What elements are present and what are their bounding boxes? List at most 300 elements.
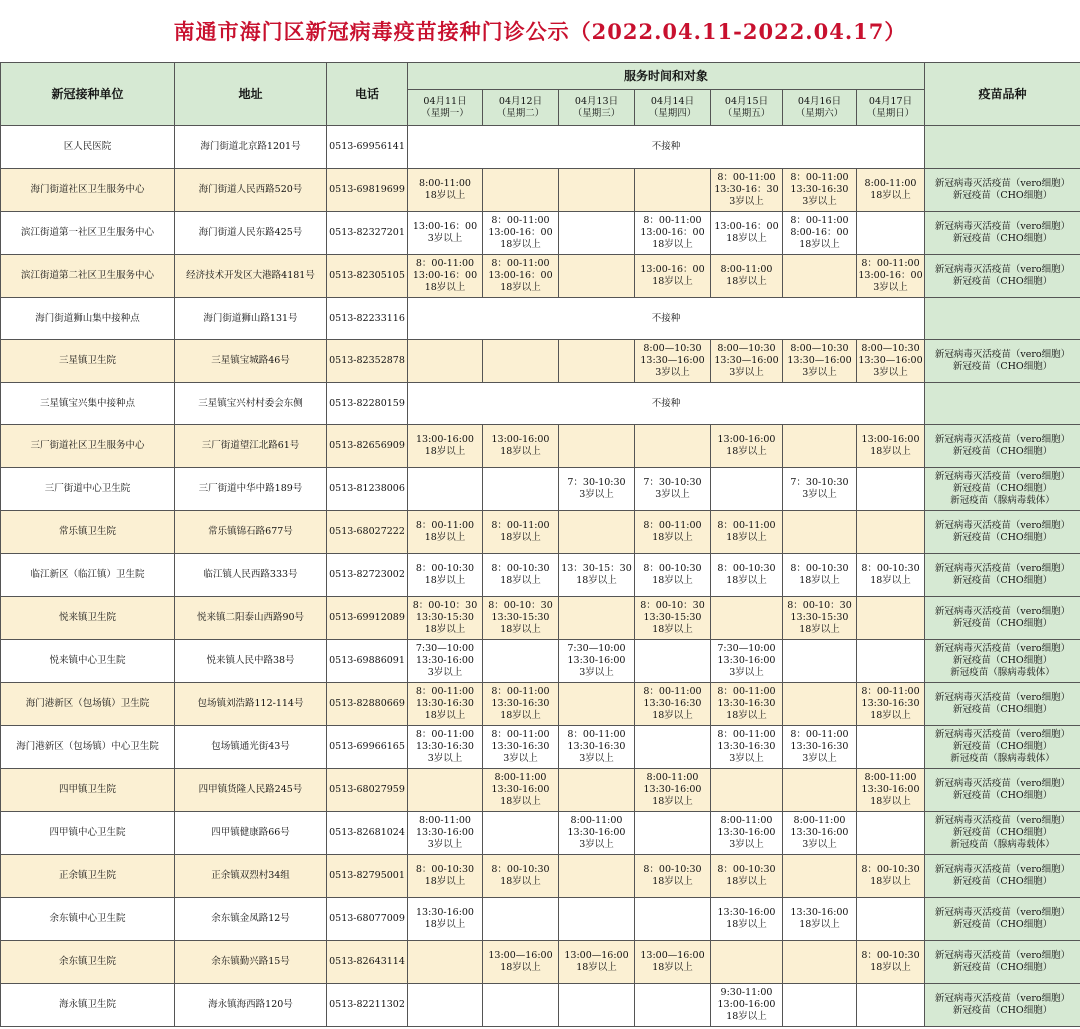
schedule-cell [559, 769, 635, 812]
schedule-cell-text: 8:00-11:00 13:30-16:00 18岁以上 [491, 772, 550, 807]
address-cell-text: 海永镇海西路120号 [208, 999, 293, 1010]
schedule-cell-text: 8：00-11:00 13:30-16:30 3岁以上 [415, 729, 475, 764]
schedule-cell [711, 984, 783, 1027]
schedule-cell [635, 941, 711, 984]
schedule-cell [711, 597, 783, 640]
schedule-cell [711, 212, 783, 255]
schedule-cell-text: 8：00-11:00 13:30-16:30 3岁以上 [790, 729, 849, 764]
address-cell [175, 554, 327, 597]
schedule-cell-text: 7：30-10:30 3岁以上 [790, 477, 849, 500]
unit-cell [1, 984, 175, 1027]
address-cell [175, 898, 327, 941]
phone-cell-text: 0513-68077009 [329, 913, 405, 924]
header-day [711, 90, 783, 126]
schedule-cell [559, 597, 635, 640]
vaccine-cell [925, 640, 1080, 683]
vaccine-cell [925, 726, 1080, 769]
schedule-cell-text: 13：30-15：30 18岁以上 [561, 563, 632, 586]
schedule-cell [408, 212, 483, 255]
schedule-cell-text: 8：00-11:00 13:30-16:30 3岁以上 [717, 729, 776, 764]
vaccine-cell [925, 898, 1080, 941]
schedule-cell [711, 425, 783, 468]
schedule-cell-text: 8：00-11:00 13:30-16:30 18岁以上 [491, 686, 550, 721]
unit-cell-text: 三厂街道中心卫生院 [44, 483, 131, 494]
schedule-cell [408, 898, 483, 941]
header-day-date: 04月13日 [574, 95, 619, 107]
schedule-cell [711, 769, 783, 812]
table-row [1, 169, 1080, 212]
table-row [1, 212, 1080, 255]
schedule-cell-text: 8：00-11:00 13:30-16:30 18岁以上 [415, 686, 475, 721]
schedule-cell [559, 812, 635, 855]
vaccine-cell-text: 新冠病毒灭活疫苗（vero细胞） 新冠疫苗（CHO细胞） [934, 349, 1071, 372]
schedule-cell [783, 511, 857, 554]
schedule-cell [408, 554, 483, 597]
address-cell [175, 383, 327, 425]
address-cell-text: 正余镇双烈村34组 [211, 870, 290, 881]
schedule-cell-text: 8：00-10：30 13:30-15:30 18岁以上 [412, 600, 478, 635]
schedule-cell-text: 8：00-10：30 13:30-15:30 18岁以上 [640, 600, 705, 635]
schedule-cell [857, 855, 925, 898]
table-row [1, 383, 1080, 425]
schedule-cell [857, 212, 925, 255]
schedule-cell-text: 8：00-10:30 18岁以上 [415, 563, 475, 586]
schedule-cell-text: 8：00-11:00 18岁以上 [491, 520, 550, 543]
unit-cell-text: 海门港新区（包场镇）中心卫生院 [16, 741, 159, 752]
unit-cell [1, 511, 175, 554]
phone-cell-text: 0513-82795001 [329, 870, 405, 881]
schedule-cell [635, 425, 711, 468]
phone-cell-text: 0513-69956141 [329, 141, 405, 152]
schedule-cell-text: 8：00-11:00 13:30-16:30 3岁以上 [491, 729, 550, 764]
schedule-cell-text: 8：00-11:00 13:00-16：00 18岁以上 [412, 258, 478, 293]
schedule-cell-text: 13:00—16:00 18岁以上 [488, 950, 553, 973]
vaccine-cell [925, 812, 1080, 855]
unit-cell-text: 悦来镇中心卫生院 [49, 655, 126, 666]
schedule-cell [559, 726, 635, 769]
schedule-cell-text: 8:00—10:30 13:30—16:00 3岁以上 [640, 343, 705, 378]
address-cell-text: 海门街道北京路1201号 [200, 141, 301, 152]
schedule-cell [783, 554, 857, 597]
schedule-cell [559, 898, 635, 941]
header-address: 地址 [175, 63, 327, 126]
table-row [1, 769, 1080, 812]
schedule-cell [857, 169, 925, 212]
schedule-cell [483, 683, 559, 726]
schedule-cell [711, 169, 783, 212]
table-row [1, 640, 1080, 683]
header-day [783, 90, 857, 126]
address-cell [175, 298, 327, 340]
header-vaccine: 疫苗品种 [925, 63, 1080, 126]
vaccine-cell-text: 新冠病毒灭活疫苗（vero细胞） 新冠疫苗（CHO细胞） [934, 563, 1071, 586]
schedule-cell [483, 726, 559, 769]
schedule-cell-text: 8：00-11:00 13:30-16:30 3岁以上 [567, 729, 626, 764]
schedule-cell-text: 8：00-11:00 13:30-16:30 3岁以上 [790, 172, 849, 207]
schedule-cell-text: 13:00-16：00 18岁以上 [714, 221, 779, 244]
header-day [635, 90, 711, 126]
schedule-cell [857, 597, 925, 640]
schedule-cell-text: 8：00-10:30 18岁以上 [717, 563, 776, 586]
unit-cell [1, 169, 175, 212]
address-cell-text: 海门街道人民东路425号 [198, 227, 303, 238]
vaccine-cell [925, 126, 1080, 169]
header-unit: 新冠接种单位 [1, 63, 175, 126]
schedule-cell-text: 8：00-10:30 18岁以上 [491, 864, 550, 887]
schedule-cell-text: 8：00-11:00 13:00-16：00 18岁以上 [488, 258, 553, 293]
schedule-cell-text: 8：00-11:00 18岁以上 [643, 520, 702, 543]
address-cell-text: 三星镇宝城路46号 [211, 355, 290, 366]
address-cell [175, 812, 327, 855]
header-day-weekday: （星期六） [795, 107, 844, 119]
table-row [1, 468, 1080, 511]
address-cell [175, 855, 327, 898]
phone-cell-text: 0513-69912089 [329, 612, 405, 623]
schedule-cell-text: 8：00-11:00 13:00-16：00 18岁以上 [640, 215, 705, 250]
header-day-weekday: （星期三） [572, 107, 621, 119]
address-cell-text: 悦来镇二阳泰山西路90号 [196, 612, 305, 623]
unit-cell [1, 468, 175, 511]
phone-cell-text: 0513-68027222 [329, 526, 405, 537]
vaccine-cell-text: 新冠病毒灭活疫苗（vero细胞） 新冠疫苗（CHO细胞） [934, 606, 1071, 629]
schedule-cell [711, 812, 783, 855]
schedule-cell [408, 468, 483, 511]
table-row [1, 855, 1080, 898]
table-row [1, 726, 1080, 769]
header-phone: 电话 [327, 63, 408, 126]
schedule-cell [408, 683, 483, 726]
schedule-cell [857, 511, 925, 554]
address-cell-text: 临江镇人民西路333号 [203, 569, 298, 580]
schedule-cell-text: 7：30-10:30 3岁以上 [643, 477, 702, 500]
schedule-cell-text: 13:00—16:00 18岁以上 [564, 950, 629, 973]
schedule-cell [783, 425, 857, 468]
address-cell-text: 海门街道人民西路520号 [198, 184, 303, 195]
vaccine-cell [925, 941, 1080, 984]
schedule-cell-text: 8：00-11:00 18岁以上 [717, 520, 776, 543]
schedule-cell [635, 597, 711, 640]
vaccine-cell [925, 169, 1080, 212]
phone-cell-text: 0513-82643114 [329, 956, 405, 967]
schedule-cell [857, 340, 925, 383]
schedule-cell-text: 8：00-10:30 18岁以上 [643, 864, 702, 887]
address-cell [175, 941, 327, 984]
address-cell [175, 212, 327, 255]
schedule-cell [857, 769, 925, 812]
header-day-date: 04月17日 [868, 95, 913, 107]
vaccine-cell-text: 新冠病毒灭活疫苗（vero细胞） 新冠疫苗（CHO细胞） [934, 950, 1071, 973]
schedule-cell [483, 898, 559, 941]
schedule-cell [483, 255, 559, 298]
vaccine-cell [925, 597, 1080, 640]
address-cell [175, 169, 327, 212]
schedule-cell-text: 8：00-11:00 13:30-16:30 18岁以上 [717, 686, 776, 721]
schedule-cell [483, 554, 559, 597]
schedule-cell-text: 8：00-11:00 18岁以上 [415, 520, 475, 543]
phone-cell [327, 383, 408, 425]
table-row [1, 898, 1080, 941]
vaccine-cell [925, 212, 1080, 255]
schedule-cell-text: 8：00-11:00 8:00-16：00 18岁以上 [790, 215, 849, 250]
address-cell-text: 海门街道狮山路131号 [203, 312, 298, 324]
vaccine-cell [925, 298, 1080, 340]
schedule-cell-text: 8：00-11:00 13:00-16：00 3岁以上 [858, 258, 923, 293]
header-day-date: 04月15日 [724, 95, 769, 107]
schedule-cell [635, 212, 711, 255]
schedule-cell [711, 640, 783, 683]
unit-cell-text: 余东镇中心卫生院 [49, 913, 126, 924]
schedule-cell [783, 255, 857, 298]
phone-cell [327, 941, 408, 984]
phone-cell-text: 0513-69819699 [329, 184, 405, 195]
not-vaccinating-cell-text: 不接种 [651, 397, 681, 409]
unit-cell [1, 941, 175, 984]
address-cell [175, 425, 327, 468]
table-row [1, 812, 1080, 855]
schedule-cell [857, 425, 925, 468]
schedule-cell [559, 468, 635, 511]
schedule-cell [408, 340, 483, 383]
schedule-cell-text: 9:30-11:00 13:00-16:00 18岁以上 [717, 987, 776, 1022]
vaccine-cell [925, 554, 1080, 597]
unit-cell-text: 四甲镇卫生院 [58, 784, 116, 795]
phone-cell [327, 640, 408, 683]
schedule-cell [635, 769, 711, 812]
phone-cell [327, 169, 408, 212]
schedule-cell [408, 984, 483, 1027]
unit-cell [1, 425, 175, 468]
schedule-cell [559, 941, 635, 984]
schedule-cell [711, 726, 783, 769]
schedule-cell [635, 468, 711, 511]
unit-cell-text: 余东镇卫生院 [58, 956, 116, 967]
schedule-cell [408, 726, 483, 769]
schedule-cell [559, 169, 635, 212]
schedule-cell-text: 8：00-11:00 13:30-16：30 3岁以上 [714, 172, 779, 207]
phone-cell [327, 898, 408, 941]
schedule-cell [857, 726, 925, 769]
schedule-cell-text: 8:00-11:00 13:30-16:00 3岁以上 [790, 815, 849, 850]
vaccine-cell [925, 984, 1080, 1027]
schedule-cell [711, 941, 783, 984]
phone-cell [327, 212, 408, 255]
schedule-cell [483, 769, 559, 812]
schedule-cell [857, 941, 925, 984]
schedule-cell [783, 683, 857, 726]
vaccine-cell-text: 新冠病毒灭活疫苗（vero细胞） 新冠疫苗（CHO细胞） 新冠疫苗（腺病毒载体） [934, 471, 1071, 506]
header-day [408, 90, 483, 126]
schedule-cell-text: 13:00-16:00 18岁以上 [717, 434, 776, 457]
schedule-cell [783, 984, 857, 1027]
schedule-cell-text: 8:00-11:00 13:30-16:00 18岁以上 [861, 772, 920, 807]
schedule-cell [783, 640, 857, 683]
address-cell [175, 683, 327, 726]
schedule-cell-text: 8：00-10：30 13:30-15:30 18岁以上 [488, 600, 553, 635]
schedule-cell [635, 812, 711, 855]
schedule-cell [711, 855, 783, 898]
phone-cell [327, 468, 408, 511]
schedule-cell [559, 425, 635, 468]
address-cell [175, 769, 327, 812]
table-row [1, 425, 1080, 468]
phone-cell-text: 0513-81238006 [329, 483, 405, 494]
schedule-cell [483, 169, 559, 212]
page-title: 南通市海门区新冠病毒疫苗接种门诊公示（2022.04.11-2022.04.17） [173, 19, 907, 44]
table-row [1, 255, 1080, 298]
phone-cell [327, 298, 408, 340]
phone-cell [327, 683, 408, 726]
schedule-cell-text: 8：00-10：30 13:30-15:30 18岁以上 [787, 600, 852, 635]
schedule-cell [857, 683, 925, 726]
schedule-cell [857, 898, 925, 941]
schedule-cell-text: 8:00-11:00 13:30-16:00 3岁以上 [717, 815, 776, 850]
unit-cell-text: 三厂街道社区卫生服务中心 [30, 440, 145, 451]
address-cell [175, 255, 327, 298]
phone-cell-text: 0513-82233116 [329, 312, 405, 324]
schedule-cell [408, 769, 483, 812]
schedule-cell-text: 8：00-10:30 18岁以上 [643, 563, 702, 586]
schedule-cell-text: 8:00-11:00 18岁以上 [720, 264, 773, 287]
phone-cell-text: 0513-82681024 [329, 827, 405, 838]
schedule-cell-text: 8:00—10:30 13:30—16:00 3岁以上 [858, 343, 923, 378]
unit-cell [1, 126, 175, 169]
header-day-weekday: （星期五） [722, 107, 771, 119]
schedule-cell [483, 212, 559, 255]
schedule-cell [711, 511, 783, 554]
address-cell-text: 经济技术开发区大港路4181号 [186, 270, 315, 281]
unit-cell-text: 悦来镇卫生院 [58, 612, 116, 623]
table-row [1, 126, 1080, 169]
address-cell-text: 三厂街道中华中路189号 [198, 483, 303, 494]
vaccine-cell-text: 新冠病毒灭活疫苗（vero细胞） 新冠疫苗（CHO细胞） 新冠疫苗（腺病毒载体） [934, 815, 1071, 850]
phone-cell [327, 255, 408, 298]
vaccine-cell-text: 新冠病毒灭活疫苗（vero细胞） 新冠疫苗（CHO细胞） 新冠疫苗（腺病毒载体） [934, 729, 1071, 764]
phone-cell [327, 726, 408, 769]
header-day-weekday: （星期二） [496, 107, 545, 119]
unit-cell-text: 海门街道狮山集中接种点 [35, 312, 140, 324]
schedule-cell [483, 597, 559, 640]
schedule-cell-text: 13:00-16:00 18岁以上 [491, 434, 550, 457]
table-row [1, 511, 1080, 554]
schedule-cell-text: 13:00-16:00 18岁以上 [416, 434, 474, 457]
schedule-cell [783, 340, 857, 383]
schedule-cell [408, 511, 483, 554]
schedule-cell [483, 511, 559, 554]
header-service: 服务时间和对象 [408, 63, 925, 90]
phone-cell-text: 0513-82880669 [329, 698, 405, 709]
schedule-cell [559, 511, 635, 554]
vaccine-cell-text: 新冠病毒灭活疫苗（vero细胞） 新冠疫苗（CHO细胞） [934, 993, 1071, 1016]
schedule-cell [711, 468, 783, 511]
schedule-cell [711, 898, 783, 941]
vaccine-cell-text: 新冠病毒灭活疫苗（vero细胞） 新冠疫苗（CHO细胞） [934, 178, 1071, 201]
schedule-cell [783, 212, 857, 255]
address-cell-text: 悦来镇人民中路38号 [206, 655, 295, 666]
schedule-cell-text: 8：00-11:00 13:30-16:30 18岁以上 [861, 686, 920, 721]
vaccine-cell-text: 新冠病毒灭活疫苗（vero细胞） 新冠疫苗（CHO细胞） [934, 221, 1071, 244]
header-day-date: 04月11日 [423, 95, 467, 107]
schedule-cell [857, 984, 925, 1027]
header-day-weekday: （星期一） [421, 107, 469, 119]
unit-cell-text: 滨江街道第二社区卫生服务中心 [20, 270, 154, 281]
table-row [1, 683, 1080, 726]
unit-cell [1, 298, 175, 340]
address-cell [175, 126, 327, 169]
schedule-cell [783, 941, 857, 984]
schedule-cell-text: 8：00-11:00 13:30-16:30 18岁以上 [643, 686, 702, 721]
schedule-cell-text: 8：00-10:30 18岁以上 [861, 950, 920, 973]
schedule-cell [635, 511, 711, 554]
phone-cell [327, 812, 408, 855]
address-cell [175, 468, 327, 511]
unit-cell-text: 临江新区（临江镇）卫生院 [30, 569, 145, 580]
not-vaccinating-cell-text: 不接种 [651, 141, 681, 152]
schedule-cell [408, 169, 483, 212]
schedule-cell [559, 984, 635, 1027]
table-row [1, 597, 1080, 640]
not-vaccinating-cell [408, 383, 925, 425]
unit-cell [1, 554, 175, 597]
unit-cell-text: 三星镇宝兴集中接种点 [39, 397, 135, 409]
vaccine-cell [925, 769, 1080, 812]
vaccine-cell [925, 683, 1080, 726]
schedule-cell [408, 855, 483, 898]
schedule-cell-text: 8:00—10:30 13:30—16:00 3岁以上 [714, 343, 779, 378]
schedule-cell [857, 812, 925, 855]
header-day-weekday: （星期日） [866, 107, 915, 119]
vaccine-cell-text: 新冠病毒灭活疫苗（vero细胞） 新冠疫苗（CHO细胞） [934, 864, 1071, 887]
vaccine-cell-text: 新冠病毒灭活疫苗（vero细胞） 新冠疫苗（CHO细胞） [934, 692, 1071, 715]
schedule-cell-text: 13:30-16:00 18岁以上 [416, 907, 474, 930]
unit-cell [1, 597, 175, 640]
address-cell-text: 三厂街道望江北路61号 [201, 440, 300, 451]
schedule-cell [783, 855, 857, 898]
schedule-cell-text: 8:00-11:00 18岁以上 [864, 178, 917, 201]
schedule-cell [559, 212, 635, 255]
schedule-cell [483, 855, 559, 898]
address-cell [175, 726, 327, 769]
schedule-cell [635, 169, 711, 212]
phone-cell [327, 340, 408, 383]
phone-cell-text: 0513-82280159 [329, 397, 405, 409]
vaccine-cell-text: 新冠病毒灭活疫苗（vero细胞） 新冠疫苗（CHO细胞） [934, 520, 1071, 543]
address-cell [175, 511, 327, 554]
header-day [483, 90, 559, 126]
schedule-cell [483, 984, 559, 1027]
schedule-cell-text: 7:30—10:00 13:30-16:00 3岁以上 [567, 643, 626, 678]
schedule-cell-text: 8：00-10:30 18岁以上 [415, 864, 475, 887]
schedule-cell-text: 8:00—10:30 13:30—16:00 3岁以上 [787, 343, 852, 378]
phone-cell [327, 597, 408, 640]
schedule-cell-text: 8：00-10:30 18岁以上 [790, 563, 849, 586]
schedule-cell-text: 13:00-16:00 18岁以上 [861, 434, 920, 457]
schedule-cell [408, 425, 483, 468]
unit-cell-text: 三星镇卫生院 [58, 355, 116, 366]
schedule-cell [483, 941, 559, 984]
schedule-cell [711, 255, 783, 298]
schedule-cell [783, 468, 857, 511]
schedule-cell [635, 683, 711, 726]
header-day [559, 90, 635, 126]
address-cell-text: 三星镇宝兴村村委会东侧 [198, 397, 303, 409]
address-cell-text: 余东镇勤兴路15号 [211, 956, 290, 967]
schedule-cell [783, 898, 857, 941]
address-cell-text: 包场镇刘浩路112-114号 [197, 698, 304, 709]
address-cell-text: 余东镇金凤路12号 [211, 913, 290, 924]
table-row [1, 340, 1080, 383]
phone-cell [327, 511, 408, 554]
schedule-cell-text: 8：00-10:30 18岁以上 [717, 864, 776, 887]
